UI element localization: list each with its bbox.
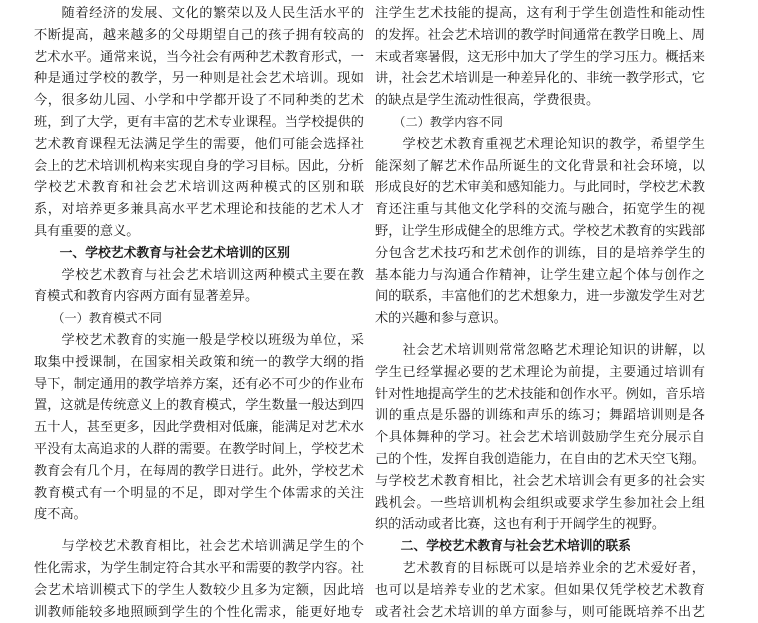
subsection-heading: （二）教学内容不同	[375, 114, 503, 129]
text-line: 术的兴趣和参与意识。	[375, 311, 507, 327]
text-line: 艺术水平。通常来说，当今社会有两种艺术教育形式，一	[34, 49, 364, 65]
text-line: 讲，社会艺术培训是一种差异化的、非统一教学形式，它	[375, 71, 705, 87]
text-line: 艺术教育的目标既可以是培养业余的艺术爱好者，	[375, 560, 705, 576]
subsection-heading: （一）教育模式不同	[34, 311, 162, 326]
text-line: 导下，制定通用的教学培养方案，还有必不可少的作业布	[34, 376, 364, 392]
text-line: 学校艺术教育的实施一般是学校以班级为单位，采	[34, 332, 364, 348]
text-line: 社会艺术培训则常常忽略艺术理论知识的讲解，以	[375, 342, 705, 358]
text-line: 分包含艺术技巧和艺术创作的训练，目的是培养学生的	[375, 245, 705, 261]
text-line: 野，让学生形成健全的思维方式。学校艺术教育的实践部	[375, 223, 705, 239]
text-line: 取集中授课制，在国家相关政策和统一的教学大纲的指	[34, 354, 364, 370]
text-line: 基本能力与沟通合作精神，让学生建立起个体与创作之	[375, 267, 705, 283]
text-line: 教育会有几个月，在每周的教学日进行。此外，学校艺术	[34, 463, 364, 479]
text-line: 织的活动或者比赛，这也有利于开阔学生的视野。	[375, 517, 666, 533]
text-line: 与学校艺术教育相比，社会艺术培训会有更多的社会实	[375, 473, 705, 489]
text-line: 践机会。一些培训机构会组织或要求学生参加社会上组	[375, 495, 705, 511]
text-line: 会上的艺术培训机构来实现自身的学习目标。因此，分析	[34, 158, 364, 174]
text-line: 形成良好的艺术审美和感知能力。与此同时，学校艺术教	[375, 180, 705, 196]
text-line: 今，很多幼儿园、小学和中学都开设了不同种类的艺术	[34, 93, 364, 109]
text-line: 针对性地提高学生的艺术技能和创作水平。例如，音乐培	[375, 386, 705, 402]
text-line: 训教师能较多地照顾到学生的个性化需求，能更好地专	[34, 604, 364, 620]
text-line: 平没有太高追求的人群的需要。在教学时间上，学校艺术	[34, 441, 364, 457]
text-line: 己的个性，发挥自我创造能力，在自由的艺术天空飞翔。	[375, 451, 705, 467]
text-line: 学校艺术教育和社会艺术培训这两种模式的区别和联	[34, 180, 364, 196]
text-line: 学校艺术教育重视艺术理论知识的教学，希望学生	[375, 136, 705, 152]
text-line: 不断提高，越来越多的父母期望自己的孩子拥有较高的	[34, 27, 364, 43]
text-line: 具有重要的意义。	[34, 223, 140, 239]
text-line: 的缺点是学生流动性很高，学费很贵。	[375, 93, 600, 109]
left-column	[34, 3, 364, 623]
text-line: 学生已经掌握必要的艺术理论为前提，主要通过培训有	[375, 364, 705, 380]
text-line: 随着经济的发展、文化的繁荣以及人民生活水平的	[34, 6, 364, 21]
text-line: 性化需求，为学生制定符合其水平和需要的教学内容。社	[34, 560, 364, 576]
text-line: 或者社会艺术培训的单方面参与，则可能既培养不出艺	[375, 604, 705, 620]
text-line: 置，这就是传统意义上的教育模式，学生数量一般达到四	[34, 398, 364, 414]
text-line: 五十人，甚至更多，因此学费相对低廉，能满足对艺术水	[34, 420, 364, 436]
text-line: 艺术教育课程无法满足学生的需要，他们可能会选择社	[34, 136, 364, 152]
text-line: 育还注重与其他文化学科的交流与融合，拓宽学生的视	[375, 202, 705, 218]
text-line: 个具体舞种的学习。社会艺术培训鼓励学生充分展示自	[375, 430, 705, 446]
paragraph-gap	[375, 330, 705, 340]
text-line: 教育模式有一个明显的不足，即对学生个体需求的关注	[34, 485, 364, 501]
text-line: 注学生艺术技能的提高，这有利于学生创造性和能动性	[375, 6, 705, 21]
text-line: 也可以是培养专业的艺术家。但如果仅凭学校艺术教育	[375, 582, 705, 598]
text-line: 育模式和教育内容两方面有显著差异。	[34, 289, 259, 305]
section-heading: 一、学校艺术教育与社会艺术培训的区别	[34, 245, 290, 261]
text-line: 与学校艺术教育相比，社会艺术培训满足学生的个	[34, 539, 364, 555]
text-line: 能深刻了解艺术作品所诞生的文化背景和社会环境，以	[375, 158, 705, 174]
text-line: 的发挥。社会艺术培训的教学时间通常在教学日晚上、周	[375, 27, 705, 43]
text-line: 度不高。	[34, 507, 87, 523]
text-line: 末或者寒暑假，这无形中加大了学生的学习压力。概括来	[375, 49, 705, 65]
text-line: 种是通过学校的教学，另一种则是社会艺术培训。现如	[34, 71, 364, 87]
text-line: 间的联系，丰富他们的艺术想象力，进一步激发学生对艺	[375, 289, 705, 305]
paragraph-gap	[34, 526, 364, 536]
text-line: 系，对培养更多兼具高水平艺术理论和技能的艺术人才	[34, 202, 364, 218]
right-column	[375, 3, 705, 623]
text-line: 学校艺术教育与社会艺术培训这两种模式主要在教	[34, 267, 364, 283]
text-line: 会艺术培训模式下的学生人数较少且多为定额，因此培	[34, 582, 364, 598]
text-line: 班，到了大学，更有丰富的艺术专业课程。当学校提供的	[34, 114, 364, 130]
section-heading: 二、学校艺术教育与社会艺术培训的联系	[375, 539, 631, 555]
text-line: 训的重点是乐器的训练和声乐的练习；舞蹈培训则是各	[375, 408, 705, 424]
